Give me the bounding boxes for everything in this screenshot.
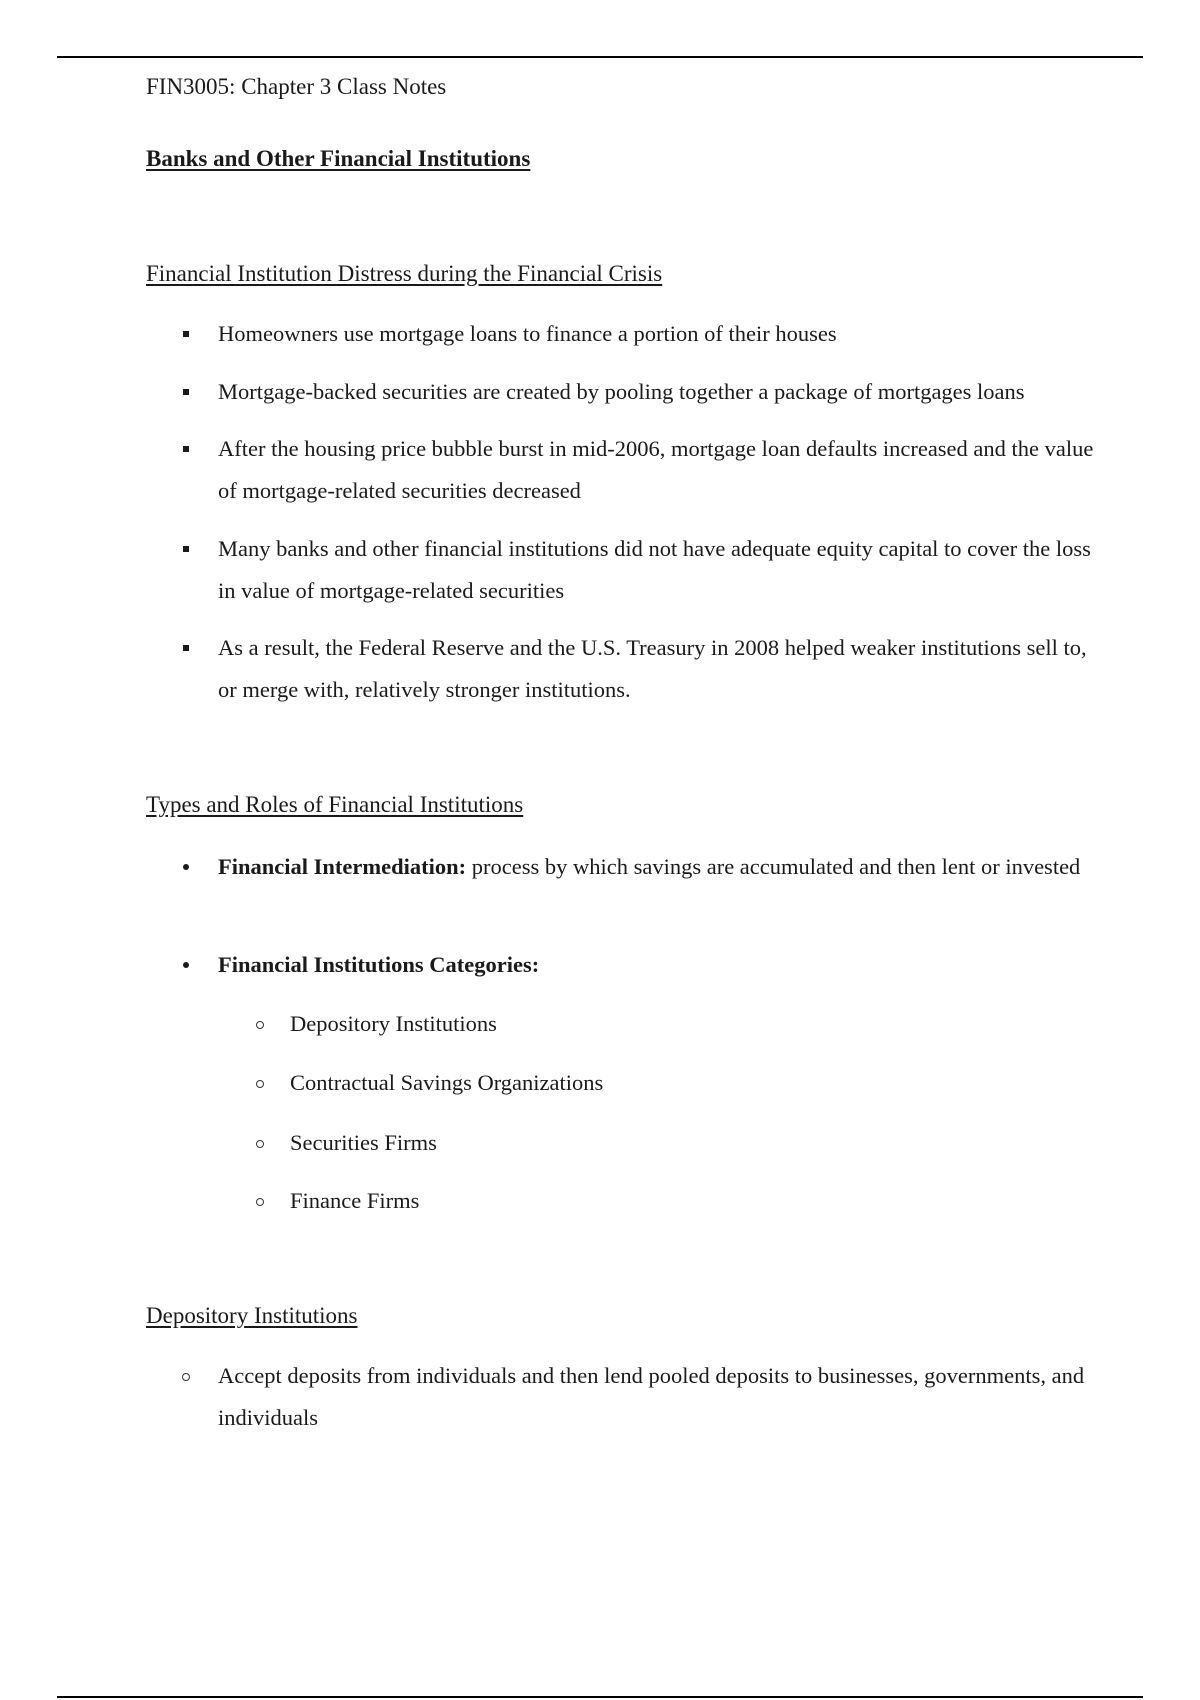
hollow-circle-bullet-icon (179, 1355, 193, 1397)
section-heading-depository: Depository Institutions (146, 1303, 358, 1328)
hollow-circle-bullet-icon (253, 1003, 267, 1045)
top-rule (57, 56, 1143, 58)
document-title: Banks and Other Financial Institutions (146, 146, 531, 171)
square-bullet-icon (179, 528, 193, 570)
term-label: Financial Intermediation: (218, 854, 467, 879)
term-definition: process by which savings are accumulated and then lent or invested (471, 854, 1081, 879)
hollow-circle-bullet-icon (253, 1180, 267, 1222)
square-bullet-icon (179, 313, 193, 355)
square-bullet-icon (179, 371, 193, 413)
course-header: FIN3005: Chapter 3 Class Notes (146, 74, 447, 99)
section-heading-distress: Financial Institution Distress during the Financial Crisis (146, 261, 663, 286)
hollow-circle-bullet-icon (253, 1122, 267, 1164)
round-bullet-icon (179, 846, 193, 888)
round-bullet-icon (179, 944, 193, 986)
square-bullet-icon (179, 627, 193, 669)
bottom-rule (57, 1696, 1143, 1698)
square-bullet-icon (179, 428, 193, 470)
hollow-circle-bullet-icon (253, 1062, 267, 1104)
section-heading-types: Types and Roles of Financial Institutions (146, 792, 524, 817)
